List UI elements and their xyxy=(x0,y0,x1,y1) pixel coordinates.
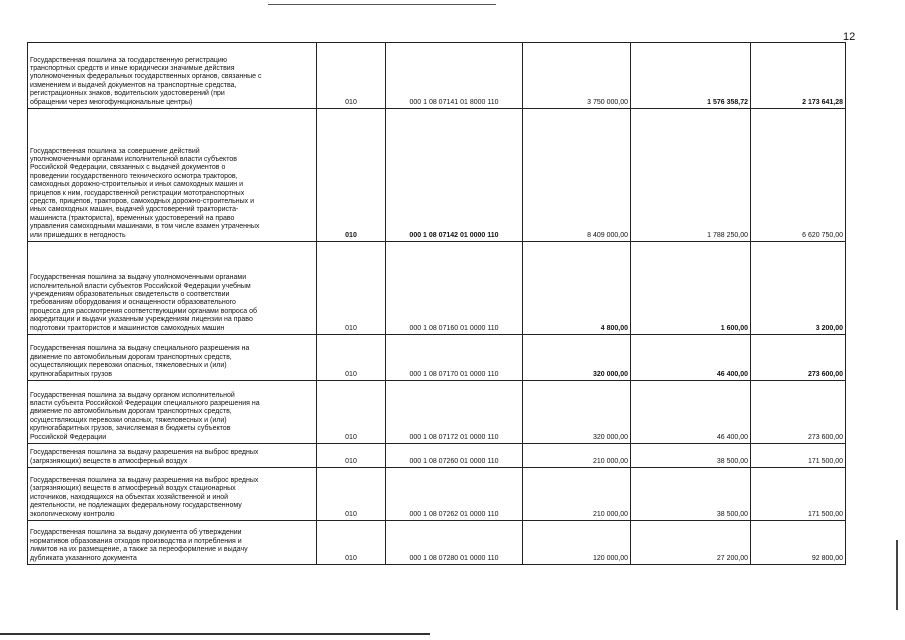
row-unexecuted: 171 500,00 xyxy=(751,444,846,468)
row-executed: 27 200,00 xyxy=(631,521,751,565)
row-description: Государственная пошлина за выдачу специального разрешения на движение по автомобильным дорогам транспортных средств, осуществляющих перевозки опасных, тяжеловесных и (или) крупногабаритных грузов xyxy=(28,335,317,381)
row-description: Государственная пошлина за выдачу документа об утверждении нормативов образования отходов производства и потребления и лимитов на их размещение, а также за переоформление и выдачу дубликата указанного документа xyxy=(28,521,317,565)
row-unexecuted: 273 600,00 xyxy=(751,381,846,444)
revenue-table xyxy=(27,42,846,565)
row-unexecuted: 92 800,00 xyxy=(751,521,846,565)
row-unexecuted: 3 200,00 xyxy=(751,242,846,335)
row-executed: 1 600,00 xyxy=(631,242,751,335)
row-approved: 3 750 000,00 xyxy=(523,43,631,109)
row-code: 010 xyxy=(317,242,386,335)
row-approved: 4 800,00 xyxy=(523,242,631,335)
table-row xyxy=(28,242,846,335)
row-executed: 1 788 250,00 xyxy=(631,109,751,242)
row-kbk: 000 1 08 07160 01 0000 110 xyxy=(386,242,523,335)
table-row xyxy=(28,43,846,109)
row-kbk: 000 1 08 07141 01 8000 110 xyxy=(386,43,523,109)
row-approved: 210 000,00 xyxy=(523,468,631,521)
row-code: 010 xyxy=(317,109,386,242)
row-kbk: 000 1 08 07262 01 0000 110 xyxy=(386,468,523,521)
row-unexecuted: 2 173 641,28 xyxy=(751,43,846,109)
table-row xyxy=(28,468,846,521)
row-kbk: 000 1 08 07142 01 0000 110 xyxy=(386,109,523,242)
row-description: Государственная пошлина за выдачу органом исполнительной власти субъекта Российской Федерации специального разрешения на движение по автомобильным дорогам транспортных средств, осуществляющих перевозки опасных, тяжеловесных и (или) крупногабаритных грузов, зачисляемая в бюджеты субъектов Российской Федерации xyxy=(28,381,317,444)
row-description: Государственная пошлина за выдачу разрешения на выброс вредных (загрязняющих) веществ в атмосферный воздух xyxy=(28,444,317,468)
row-kbk: 000 1 08 07172 01 0000 110 xyxy=(386,381,523,444)
row-code: 010 xyxy=(317,335,386,381)
row-kbk: 000 1 08 07280 01 0000 110 xyxy=(386,521,523,565)
row-code: 010 xyxy=(317,444,386,468)
row-unexecuted: 273 600,00 xyxy=(751,335,846,381)
row-approved: 320 000,00 xyxy=(523,335,631,381)
row-description: Государственная пошлина за совершение действий уполномоченными органами исполнительной власти субъектов Российской Федерации, связанных с выдачей документов о проведении государственного технического осмотра тракторов, самоходных дорожно-строительных и иных самоходных машин и прицепов к ним, государственной регистрации мототранспортных средств, прицепов, тракторов, самоходных дорожно-строительных и иных самоходных машин, выдачей удостоверений тракториста- машиниста (тракториста), временных удостоверений на право управления самоходными машинами, в том числе взамен утраченных или пришедших в негодность xyxy=(28,109,317,242)
row-description: Государственная пошлина за государственную регистрацию транспортных средств и иные юридически значимые действия уполномоченных федеральных государственных органов, связанные с изменением и выдачей документов на транспортные средства, регистрационных знаков, водительских удостоверений (при обращении через многофункциональные центры) xyxy=(28,43,317,109)
row-code: 010 xyxy=(317,468,386,521)
row-approved: 8 409 000,00 xyxy=(523,109,631,242)
row-executed: 46 400,00 xyxy=(631,381,751,444)
row-approved: 120 000,00 xyxy=(523,521,631,565)
row-unexecuted: 171 500,00 xyxy=(751,468,846,521)
row-code: 010 xyxy=(317,521,386,565)
row-kbk: 000 1 08 07170 01 0000 110 xyxy=(386,335,523,381)
scan-edge-mark xyxy=(896,540,898,610)
row-approved: 210 000,00 xyxy=(523,444,631,468)
table-row xyxy=(28,335,846,381)
row-executed: 1 576 358,72 xyxy=(631,43,751,109)
row-description: Государственная пошлина за выдачу уполномоченными органами исполнительной власти субъектов Российской Федерации учебным учреждениям образовательных свидетельств о соответствии требованиям оборудования и оснащенности образовательного процесса для рассмотрения соответствующими органами вопроса об аккредитации и выдачи указанным учреждениям лицензии на право подготовки трактористов и машинистов самоходных машин xyxy=(28,242,317,335)
row-code: 010 xyxy=(317,43,386,109)
row-description: Государственная пошлина за выдачу разрешения на выброс вредных (загрязняющих) веществ в атмосферный воздух стационарных источников, находящихся на объектах хозяйственной и иной деятельности, не подлежащих федеральному государственному экологическому контролю xyxy=(28,468,317,521)
row-executed: 46 400,00 xyxy=(631,335,751,381)
page-number: 12 xyxy=(843,31,856,43)
row-executed: 38 500,00 xyxy=(631,468,751,521)
bottom-rule xyxy=(0,633,430,635)
row-kbk: 000 1 08 07260 01 0000 110 xyxy=(386,444,523,468)
table-row xyxy=(28,381,846,444)
table-row xyxy=(28,109,846,242)
row-approved: 320 000,00 xyxy=(523,381,631,444)
table-row xyxy=(28,444,846,468)
table-row xyxy=(28,521,846,565)
row-unexecuted: 6 620 750,00 xyxy=(751,109,846,242)
row-code: 010 xyxy=(317,381,386,444)
row-executed: 38 500,00 xyxy=(631,444,751,468)
top-rule xyxy=(268,4,496,5)
